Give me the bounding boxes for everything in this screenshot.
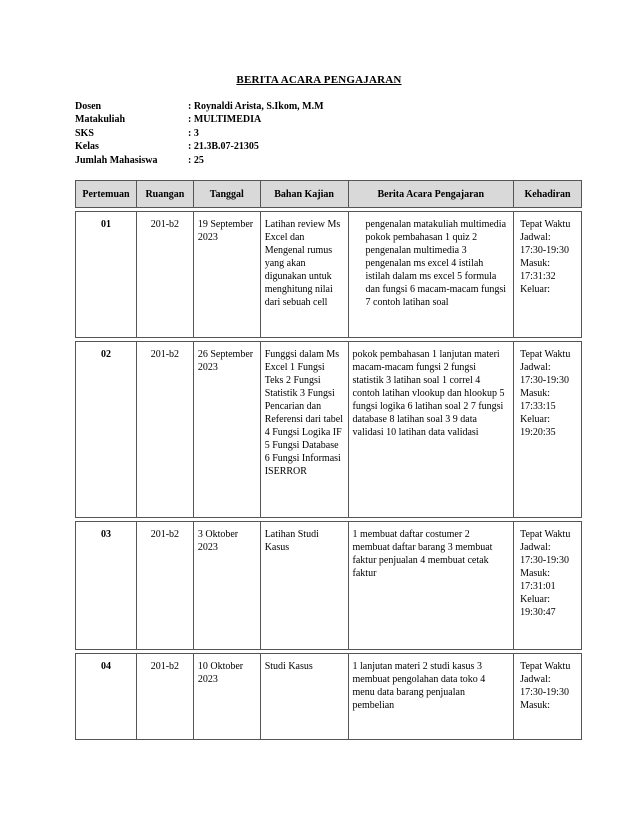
cell-kehadiran: Tepat Waktu Jadwal: 17:30-19:30 Masuk: 17:33:15 Keluar: 19:20:35 — [514, 342, 582, 518]
info-row-sks — [75, 127, 324, 140]
cell-berita-acara: pokok pembahasan 1 lanjutan materi macam-macam fungsi 2 fungsi statistik 3 latihan soal 1 correl 4 contoh latihan vlookup dan hlookup 5 fungsi logika 6 latihan soal 2 7 fungsi database 8 latihan soal 3 9 data validasi 10 latihan data validasi — [348, 342, 514, 518]
header-tanggal: Tanggal — [193, 181, 260, 208]
cell-ruangan: 201-b2 — [136, 522, 193, 650]
course-info — [75, 100, 324, 167]
cell-bahan-kajian: Latihan review Ms Excel dan Mengenal rumus yang akan digunakan untuk menghitung nilai dari sebuah cell — [260, 212, 348, 338]
info-value: : 25 — [188, 154, 204, 166]
info-row-kelas — [75, 140, 324, 153]
cell-ruangan: 201-b2 — [136, 342, 193, 518]
cell-pertemuan: 01 — [76, 212, 137, 338]
header-kehadiran: Kehadiran — [514, 181, 582, 208]
table-row — [76, 342, 582, 518]
header-pertemuan: Pertemuan — [76, 181, 137, 208]
info-label: Jumlah Mahasiswa — [75, 154, 158, 166]
cell-bahan-kajian: Latihan Studi Kasus — [260, 522, 348, 650]
info-label: Dosen — [75, 101, 102, 112]
cell-tanggal: 26 September 2023 — [193, 342, 260, 518]
header-berita-acara: Berita Acara Pengajaran — [348, 181, 514, 208]
cell-tanggal: 19 September 2023 — [193, 212, 260, 338]
info-row-jumlah-mahasiswa — [75, 154, 324, 167]
cell-kehadiran: Tepat Waktu Jadwal: 17:30-19:30 Masuk: 17:31:01 Keluar: 19:30:47 — [514, 522, 582, 650]
header-ruangan: Ruangan — [136, 181, 193, 208]
cell-berita-acara: pengenalan matakuliah multimedia pokok pembahasan 1 quiz 2 pengenalan multimedia 3 pengenalan ms excel 4 istilah istilah dalam ms excel 5 formula dan fungsi 6 macam-macam fungsi 7 contoh latihan soal — [348, 212, 514, 338]
table-row — [76, 212, 582, 338]
cell-bahan-kajian: Funggsi dalam Ms Excel 1 Fungsi Teks 2 Fungsi Statistik 3 Fungsi Pencarian dan Referensi dari tabel 4 Fungsi Logika IF 5 Fungsi Database 6 Fungsi Informasi ISERROR — [260, 342, 348, 518]
cell-pertemuan: 02 — [76, 342, 137, 518]
info-label: SKS — [75, 127, 94, 139]
table-header-row — [76, 181, 582, 208]
cell-berita-acara: 1 lanjutan materi 2 studi kasus 3 membuat pengolahan data toko 4 menu data barang penjualan pembelian — [348, 654, 514, 740]
cell-pertemuan: 03 — [76, 522, 137, 650]
cell-ruangan: 201-b2 — [136, 212, 193, 338]
cell-kehadiran: Tepat Waktu Jadwal: 17:30-19:30 Masuk: 17:31:32 Keluar: — [514, 212, 582, 338]
cell-bahan-kajian: Studi Kasus — [260, 654, 348, 740]
cell-pertemuan: 04 — [76, 654, 137, 740]
cell-kehadiran: Tepat Waktu Jadwal: 17:30-19:30 Masuk: — [514, 654, 582, 740]
attendance-table — [75, 180, 582, 740]
cell-tanggal: 10 Oktober 2023 — [193, 654, 260, 740]
info-row-dosen — [75, 100, 324, 113]
info-row-matakuliah — [75, 113, 324, 126]
info-value: : 3 — [188, 127, 199, 139]
info-value: : MULTIMEDIA — [188, 114, 262, 126]
header-bahan-kajian: Bahan Kajian — [260, 181, 348, 208]
cell-berita-acara: 1 membuat daftar costumer 2 membuat daftar barang 3 membuat faktur penjualan 4 membuat cetak faktur — [348, 522, 514, 650]
info-label: Matakuliah — [75, 114, 126, 126]
table-row — [76, 654, 582, 740]
cell-ruangan: 201-b2 — [136, 654, 193, 740]
info-value: : 21.3B.07-21305 — [188, 141, 259, 153]
info-value: : Roynaldi Arista, S.Ikom, M.M — [188, 101, 324, 112]
info-label: Kelas — [75, 141, 99, 153]
table-row — [76, 522, 582, 650]
cell-tanggal: 3 Oktober 2023 — [193, 522, 260, 650]
document-title: BERITA ACARA PENGAJARAN — [236, 74, 402, 86]
